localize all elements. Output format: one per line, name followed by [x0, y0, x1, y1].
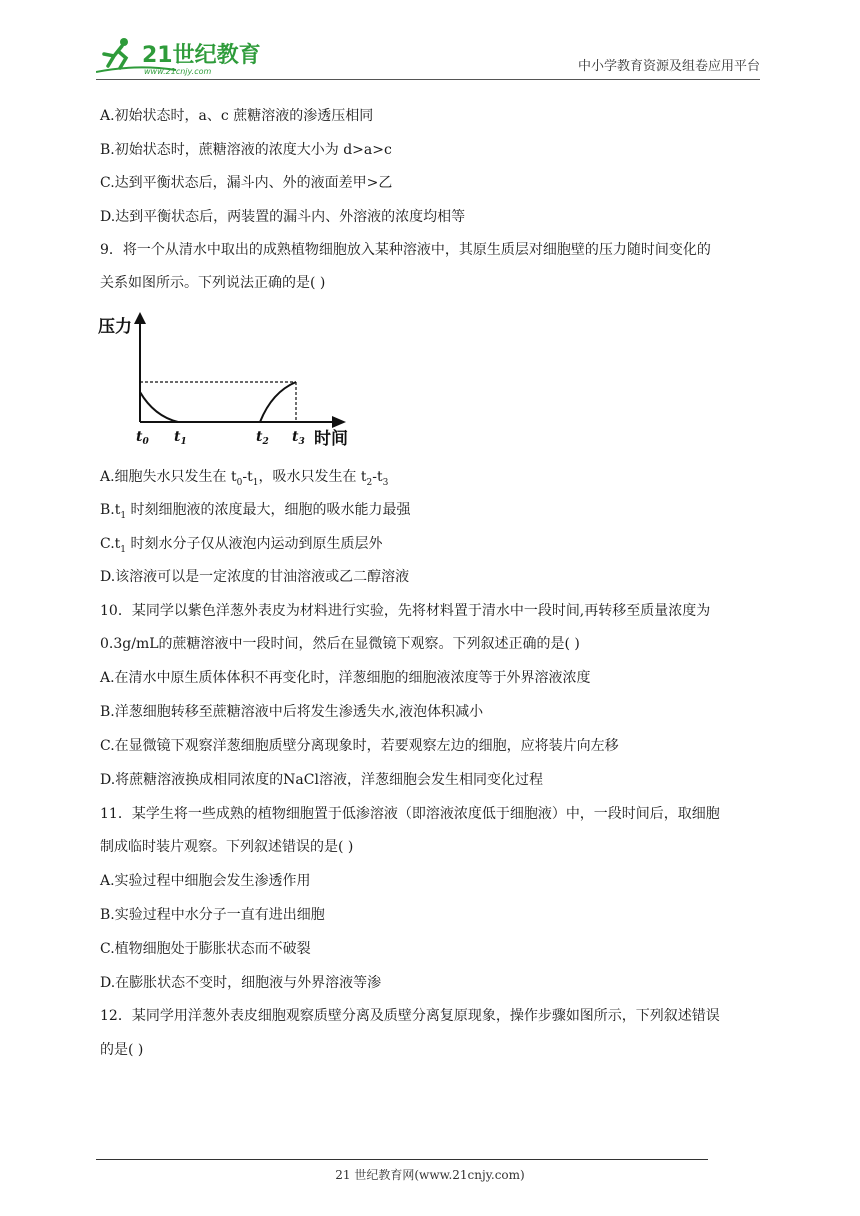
option-text: A.细胞失水只发生在 $t_0-t_1$，吸水只发生在 $t_2-t_3$	[100, 469, 389, 488]
option-text: B.实验过程中水分子一直有进出细胞	[100, 907, 325, 923]
question-12-stem: 12．某同学用洋葱外表皮细胞观察质壁分离及质壁分离复原现象，操作步骤如图所示，下列叙述错误	[100, 1008, 720, 1024]
page-footer: 21 世纪教育网(www.21cnjy.com)	[335, 1168, 525, 1182]
decrease-curve	[140, 392, 178, 422]
increase-curve	[260, 382, 296, 422]
tick-label-t1: $t_1$	[174, 429, 187, 447]
y-axis-arrow	[134, 312, 146, 324]
tick-label-t3: $t_3$	[292, 429, 305, 447]
site-logo	[96, 34, 266, 76]
x-axis-label: 时间	[314, 429, 348, 449]
question-9-stem: 9．将一个从清水中取出的成熟植物细胞放入某种溶液中，其原生质层对细胞壁的压力随时间变化的	[100, 242, 711, 258]
logo-text: 21世纪教育	[142, 43, 261, 68]
option-text: D.将蔗糖溶液换成相同浓度的NaCl溶液，洋葱细胞会发生相同变化过程	[100, 772, 543, 788]
option-text: A.在清水中原生质体体积不再变化时，洋葱细胞的细胞液浓度等于外界溶液浓度	[100, 670, 591, 686]
question-11-stem: 11．某学生将一些成熟的植物细胞置于低渗溶液（即溶液浓度低于细胞液）中，一段时间后，取细胞	[100, 806, 720, 822]
option-text: D.达到平衡状态后，两装置的漏斗内、外溶液的浓度均相等	[100, 209, 466, 225]
option-text: D.该溶液可以是一定浓度的甘油溶液或乙二醇溶液	[100, 569, 410, 585]
tick-label-t0: $t_0$	[136, 429, 149, 447]
option-text: A.实验过程中细胞会发生渗透作用	[100, 873, 311, 889]
question-12-stem: 的是( )	[100, 1042, 144, 1058]
option-text: D.在膨胀状态不变时，细胞液与外界溶液等渗	[100, 975, 382, 991]
option-text: B.洋葱细胞转移至蔗糖溶液中后将发生渗透失水,液泡体积减小	[100, 704, 484, 720]
pressure-time-graph	[96, 310, 366, 450]
tick-label-t2: $t_2$	[256, 429, 269, 447]
question-9-stem: 关系如图所示。下列说法正确的是( )	[100, 275, 326, 291]
logo-url: www.21cnjy.com	[144, 67, 212, 76]
x-axis-arrow	[332, 416, 346, 428]
page-header	[96, 30, 760, 80]
option-text: $B.t_1$ 时刻细胞液的浓度最大，细胞的吸水能力最强	[100, 502, 411, 521]
question-10-stem: 10．某同学以紫色洋葱外表皮为材料进行实验，先将材料置于清水中一段时间,再转移至质量浓度为	[100, 603, 711, 619]
footer-divider	[96, 1159, 708, 1160]
header-platform-text: 中小学教育资源及组卷应用平台	[577, 59, 760, 74]
header-divider	[96, 79, 760, 80]
option-text: $C.t_1$ 时刻水分子仅从液泡内运动到原生质层外	[100, 536, 383, 555]
option-text: B.初始状态时，蔗糖溶液的浓度大小为 d>a>c	[100, 142, 392, 158]
option-text: C.植物细胞处于膨胀状态而不破裂	[100, 941, 311, 957]
question-10-stem: 0.3g/mL的蔗糖溶液中一段时间，然后在显微镜下观察。下列叙述正确的是( )	[100, 636, 580, 652]
option-text: A.初始状态时，a、c 蔗糖溶液的渗透压相同	[100, 108, 374, 124]
option-text: C.达到平衡状态后，漏斗内、外的液面差甲>乙	[100, 175, 393, 191]
y-axis-label: 压力	[98, 317, 132, 337]
option-text: C.在显微镜下观察洋葱细胞质壁分离现象时，若要观察左边的细胞，应将装片向左移	[100, 738, 619, 754]
question-11-stem: 制成临时装片观察。下列叙述错误的是( )	[100, 839, 354, 855]
